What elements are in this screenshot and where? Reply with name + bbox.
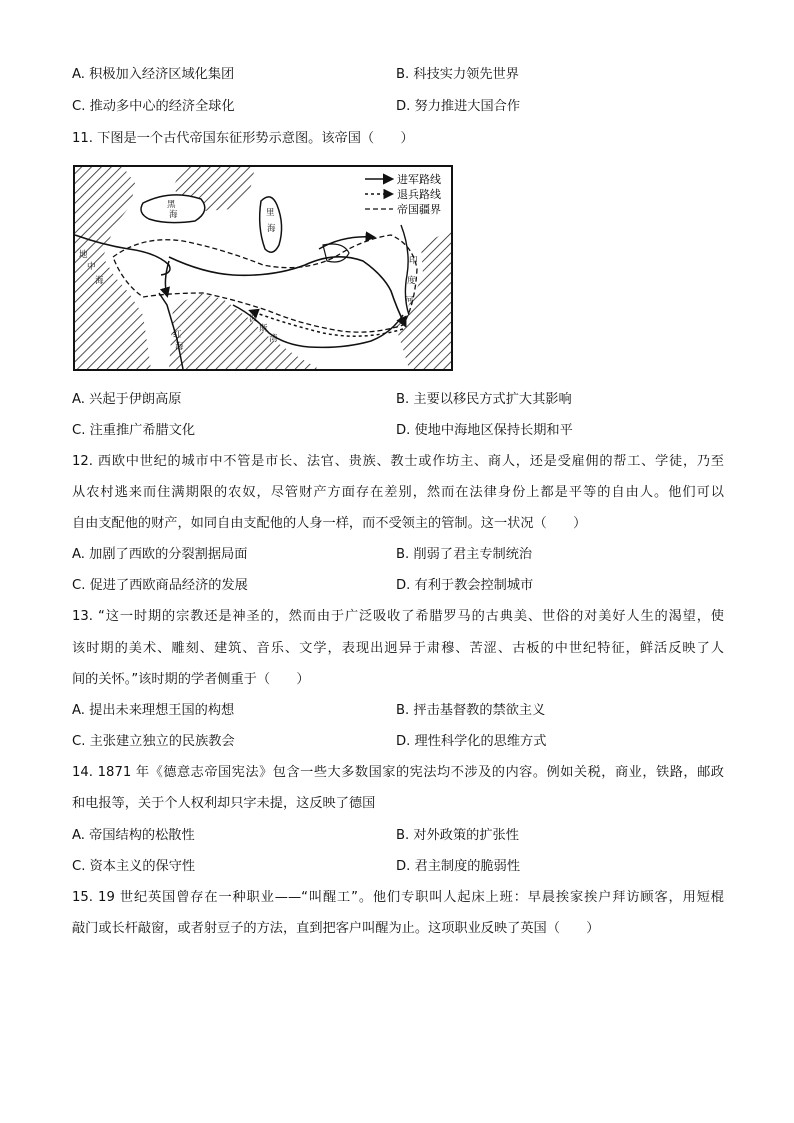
q12-option-c: C. 促进了西欧商品经济的发展	[72, 578, 248, 593]
q14-line-1: 14. 1871 年《德意志帝国宪法》包含一些大多数国家的宪法均不涉及的内容。例如关税，商业，铁路，邮政	[72, 765, 724, 780]
q14-line-2: 和电报等，关于个人权利却只字未提，这反映了德国	[72, 796, 376, 811]
q14-option-b: B. 对外政策的扩张性	[396, 828, 519, 843]
legend-advance: 进军路线	[397, 173, 441, 186]
q15-line-2: 敲门或长杆敲窗，或者射豆子的方法，直到把客户叫醒为止。这项职业反映了英国（ ）	[72, 921, 600, 936]
label-gulf-1: 波	[249, 314, 258, 324]
q11-option-b: B. 主要以移民方式扩大其影响	[396, 392, 572, 407]
map-legend	[361, 169, 449, 219]
q11-option-d: D. 使地中海地区保持长期和平	[396, 423, 573, 438]
eastern-campaign-map	[73, 165, 453, 371]
q13-line-2: 该时期的美术、雕刻、建筑、音乐、文学，表现出迥异于肃穆、苦涩、古板的中世纪特征，鲜活反映了人	[72, 641, 724, 656]
label-gulf-2: 斯	[259, 324, 268, 334]
label-caspian-2: 海	[267, 224, 276, 234]
q13-option-c: C. 主张建立独立的民族教会	[72, 734, 235, 749]
q10-option-d: D. 努力推进大国合作	[396, 99, 521, 114]
q10-option-b: B. 科技实力领先世界	[396, 67, 519, 82]
label-indus-2: 度	[407, 276, 416, 286]
label-indus-1: 印	[409, 256, 418, 266]
q12-line-2: 从农村逃来而住满期限的农奴，尽管财产方面存在差别，然而在法律身份上都是平等的自由人。他们可以	[72, 485, 724, 500]
q13-option-b: B. 抨击基督教的禁欲主义	[396, 703, 546, 718]
q12-line-1: 12. 西欧中世纪的城市中不管是市长、法官、贵族、教士或作坊主、商人，还是受雇佣的帮工、学徒，乃至	[72, 454, 724, 469]
q12-option-a: A. 加剧了西欧的分裂割据局面	[72, 547, 248, 562]
label-caspian-1: 里	[266, 208, 275, 218]
q12-option-d: D. 有利于教会控制城市	[396, 578, 534, 593]
q10-option-a: A. 积极加入经济区域化集团	[72, 67, 235, 82]
q13-line-3: 间的关怀。”该时期的学者侧重于（ ）	[72, 672, 310, 687]
label-black-sea-2: 海	[169, 210, 178, 220]
legend-retreat: 退兵路线	[397, 188, 441, 201]
label-med-1: 地	[79, 250, 88, 260]
label-red-sea-1: 红	[173, 330, 182, 340]
q13-line-1: 13. “这一时期的宗教还是神圣的，然而由于广泛吸收了希腊罗马的古典美、世俗的对美好人生的渴望，使	[72, 609, 724, 624]
q14-option-a: A. 帝国结构的松散性	[72, 828, 195, 843]
label-med-3: 海	[95, 276, 104, 286]
q13-option-a: A. 提出未来理想王国的构想	[72, 703, 235, 718]
q10-option-c: C. 推动多中心的经济全球化	[72, 99, 235, 114]
label-gulf-3: 湾	[269, 334, 278, 344]
legend-border: 帝国疆界	[397, 203, 441, 216]
q11-option-c: C. 注重推广希腊文化	[72, 423, 196, 438]
label-med-2: 中	[87, 262, 96, 272]
q12-option-b: B. 削弱了君主专制统治	[396, 547, 533, 562]
q15-line-1: 15. 19 世纪英国曾存在一种职业——“叫醒工”。他们专职叫人起床上班：早晨挨家挨户拜访顾客，用短棍	[72, 890, 724, 905]
q12-line-3: 自由支配他的财产，如同自由支配他的人身一样，而不受领主的管制。这一状况（ ）	[72, 516, 587, 531]
label-indus-3: 河	[405, 296, 414, 306]
q14-option-d: D. 君主制度的脆弱性	[396, 859, 521, 874]
label-black-sea-1: 黑	[167, 200, 176, 210]
label-red-sea-2: 海	[175, 342, 184, 352]
q11-stem: 11. 下图是一个古代帝国东征形势示意图。该帝国（ ）	[72, 131, 414, 146]
q11-option-a: A. 兴起于伊朗高原	[72, 392, 182, 407]
q13-option-d: D. 理性科学化的思维方式	[396, 734, 547, 749]
q14-option-c: C. 资本主义的保守性	[72, 859, 196, 874]
